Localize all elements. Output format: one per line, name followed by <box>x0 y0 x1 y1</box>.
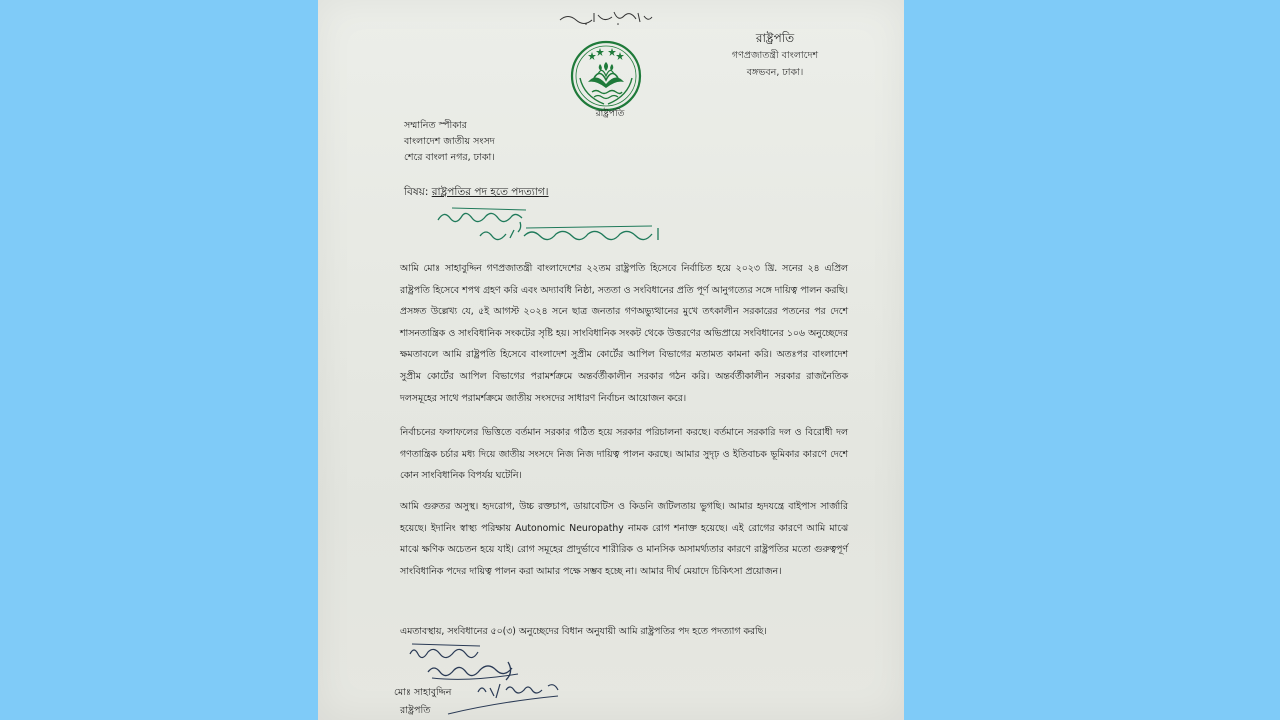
addressee-line-1: সম্মানিত স্পীকার <box>404 120 467 131</box>
office-location: বঙ্গভবন, ঢাকা। <box>746 67 804 78</box>
office-title: রাষ্ট্রপতি <box>755 31 795 45</box>
office-address-block <box>710 30 840 81</box>
bismillah-calligraphy-icon <box>556 7 656 27</box>
subject-text: রাষ্ট্রপতির পদ হতে পদত্যাগ। <box>431 186 549 198</box>
addressee-line-2: বাংলাদেশ জাতীয় সংসদ <box>404 136 495 147</box>
subject-label: বিষয়: <box>404 186 429 198</box>
signer-title: রাষ্ট্রপতি <box>400 705 431 716</box>
emblem-caption: রাষ্ট্রপতি <box>595 109 625 119</box>
body-paragraph-1: আমি মোঃ সাহাবুদ্দিন গণপ্রজাতন্ত্রী বাংলাদেশের ২২তম রাষ্ট্রপতি হিসেবে নির্বাচিত হয়ে ২০২৩ খ্রি. সনের ২৪ এপ্রিল রাষ্ট্রপতি হিসেবে শপথ গ্রহণ করি এবং অদ্যাবধি নিষ্ঠা, সততা ও সংবিধানের প্রতি পূর্ণ আনুগত্যের সঙ্গে দায়িত্ব পালন করছি। প্রসঙ্গত উল্লেখ্য যে, ৫ই আগস্ট ২০২৪ সনে ছাত্র জনতার গণঅভ্যুত্থানের মুখে তৎকালীন সরকারের পতনের পর দেশে শাসনতান্ত্রিক ও সাংবিধানিক সংকটের সৃষ্টি হয়। সাংবিধানিক সংকট থেকে উত্তরণের অভিপ্রায়ে সংবিধানের ১০৬ অনুচ্ছেদের ক্ষমতাবলে আমি রাষ্ট্রপতি হিসেবে বাংলাদেশ সুপ্রীম কোর্টের আপিল বিভাগের মতামত কামনা করি। অতঃপর বাংলাদেশ সুপ্রীম কোর্টের আপিল বিভাগের পরামর্শক্রমে অন্তর্বর্তীকালীন সরকার গঠন করি। অন্তর্বর্তীকালীন সরকার রাজনৈতিক দলসমূহের সাথে পরামর্শক্রমে জাতীয় সংসদের সাধারণ নির্বাচন আয়োজন করে। <box>400 263 848 404</box>
body-paragraph-3: আমি গুরুতর অসুস্থ। হৃদরোগ, উচ্চ রক্তচাপ, ডায়াবেটিস ও কিডনি জটিলতায় ভুগছি। আমার হৃদযন্ত্রে বাইপাস সার্জারি হয়েছে। ইদানিং স্বাস্থ্য পরিক্ষায় Autonomic Neuropathy নামক রোগ শনাক্ত হয়েছে। এই রোগের কারণে আমি মাঝে মাঝে ক্ষণিক অচেতন হয়ে যাই। রোগ সমূহের প্রাদুর্ভাবে শারীরিক ও মানসিক অসামর্থ্যতার কারণে রাষ্ট্রপতির মতো গুরুত্বপূর্ণ সাংবিধানিক পদের দায়িত্ব পালন করা আমার পক্ষে সম্ভব হচ্ছে না। আমার দীর্ঘ মেয়াদে চিকিৎসা প্রয়োজন। <box>400 501 848 577</box>
body-paragraph-4: এমতাবস্থায়, সংবিধানের ৫০(৩) অনুচ্ছেদের বিধান অনুযায়ী আমি রাষ্ট্রপতির পদ হতে পদত্যাগ করছি। <box>400 626 767 637</box>
addressee-line-3: শেরে বাংলা নগর, ঢাকা। <box>404 152 495 163</box>
addressee-block <box>404 118 495 166</box>
resignation-letter-page <box>318 0 904 720</box>
handwritten-salutation-icon <box>436 206 676 248</box>
signer-name: মোঃ সাহাবুদ্দিন <box>394 687 452 698</box>
subject-line <box>404 185 549 202</box>
body-paragraph-2: নির্বাচনের ফলাফলের ভিত্তিতে বর্তমান সরকার গঠিত হয়ে সরকার পরিচালনা করছে। বর্তমানে সরকারি দল ও বিরোধী দল গণতান্ত্রিক চর্চার মধ্য দিয়ে জাতীয় সংসদে নিজ নিজ দায়িত্ব পালন করছে। আমার সুদৃঢ় ও ইতিবাচক ভূমিকার কারণে দেশে কোন সাংবিধানিক বিপর্যয় ঘটেনি। <box>400 427 848 482</box>
office-country: গণপ্রজাতন্ত্রী বাংলাদেশ <box>731 50 819 61</box>
